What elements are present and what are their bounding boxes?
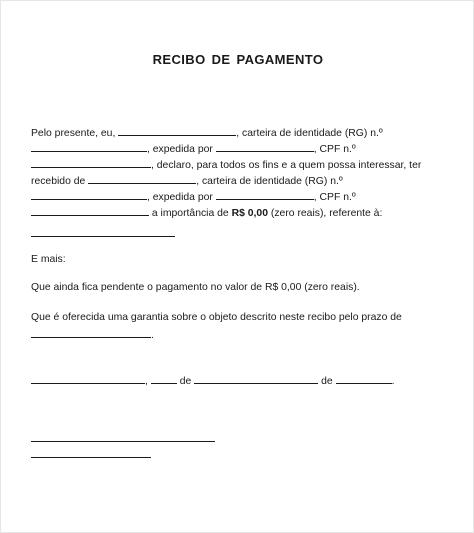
- blank-rg-number-field[interactable]: [31, 141, 147, 152]
- e-mais-label: E mais:: [31, 254, 66, 265]
- text-date-de-2: de: [318, 376, 336, 387]
- blank-payer-rg-field[interactable]: [31, 189, 147, 200]
- guarantee-line-2: [31, 327, 154, 342]
- blank-month-field[interactable]: [194, 373, 318, 384]
- blank-year-field[interactable]: [336, 373, 392, 384]
- pending-payment-text: Que ainda fica pendente o pagamento no valor de R$ 0,00 (zero reais).: [31, 282, 360, 293]
- paragraph-line-4: [31, 173, 343, 188]
- blank-city-field[interactable]: [31, 373, 145, 384]
- blank-issuer-field[interactable]: [216, 141, 314, 152]
- signature-line[interactable]: [31, 441, 215, 442]
- text-pelo-presente: Pelo presente, eu,: [31, 128, 119, 139]
- text-date-comma: ,: [145, 376, 148, 387]
- text-date-de-1: de: [176, 376, 195, 387]
- blank-payer-cpf-field[interactable]: [31, 205, 149, 216]
- blank-reference-field[interactable]: [31, 226, 175, 237]
- blank-day-field[interactable]: [151, 373, 177, 384]
- text-carteira-rg-2: , carteira de identidade (RG) n.º: [196, 176, 343, 187]
- text-expedida-por-2: , expedida por: [147, 192, 216, 203]
- guarantee-text: Que é oferecida uma garantia sobre o objeto descrito neste recibo pelo prazo de: [31, 312, 402, 323]
- text-zero-reais: (zero reais), referente à:: [268, 208, 383, 219]
- paragraph-line-1: [31, 125, 383, 140]
- text-cpf-2: , CPF n.º: [313, 192, 356, 203]
- document-title: RECIBO DE PAGAMENTO: [152, 52, 324, 67]
- paragraph-line-5: [31, 189, 356, 204]
- blank-payer-name-field[interactable]: [88, 173, 196, 184]
- blank-guarantee-period-field[interactable]: [31, 327, 151, 338]
- blank-payer-issuer-field[interactable]: [216, 189, 314, 200]
- text-declaro: , declaro, para todos os fins e a quem possa interessar, ter: [151, 160, 422, 171]
- text-date-period: .: [391, 376, 395, 387]
- blank-cpf-field[interactable]: [31, 157, 151, 168]
- text-importancia: a importância de: [149, 208, 232, 219]
- paragraph-line-2: [31, 141, 356, 156]
- blank-name-field[interactable]: [118, 125, 236, 136]
- text-expedida-por: , expedida por: [147, 144, 216, 155]
- paragraph-line-6: [31, 205, 382, 220]
- text-cpf: , CPF n.º: [313, 144, 356, 155]
- paragraph-line-3: [31, 157, 421, 172]
- text-guarantee-period-end: .: [151, 330, 154, 341]
- date-line: [31, 373, 394, 388]
- paragraph-line-7: [31, 226, 175, 241]
- amount-value: R$ 0,00: [231, 208, 268, 219]
- signature-name-line[interactable]: [31, 457, 151, 458]
- text-recebido-de: recebido de: [31, 176, 89, 187]
- text-carteira-rg: , carteira de identidade (RG) n.º: [236, 128, 383, 139]
